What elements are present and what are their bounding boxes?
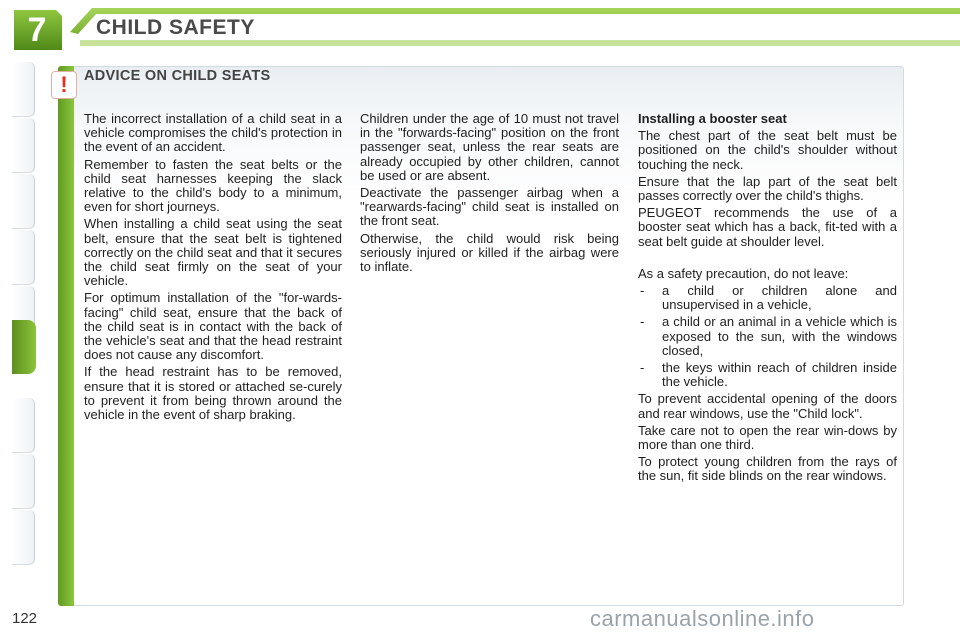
paragraph: The chest part of the seat belt must be positioned on the child's shoulder without touching the neck.	[638, 128, 897, 172]
chapter-tab-4[interactable]	[12, 230, 35, 285]
chapter-tab-2[interactable]	[12, 118, 35, 173]
section-title: ADVICE ON CHILD SEATS	[84, 68, 271, 84]
paragraph: Otherwise, the child would risk being seriously injured or killed if the airbag were to inflate.	[360, 230, 619, 275]
warning-icon: !	[51, 71, 77, 99]
chapter-tabs	[12, 62, 38, 572]
header-bar	[0, 0, 960, 50]
chapter-tab-10[interactable]	[12, 510, 35, 565]
page-number: 122	[12, 610, 38, 627]
column-2	[360, 112, 619, 277]
paragraph: To prevent accidental opening of the doors and rear windows, use the "Child lock".	[638, 391, 897, 421]
paragraph: Take care not to open the rear win-dows by more than one third.	[638, 422, 897, 453]
paragraph: PEUGEOT recommends the use of a booster seat which has a back, fit-ted with a seat belt guide at shoulder level.	[638, 205, 897, 249]
paragraph: If the head restraint has to be removed, ensure that it is stored or attached se-curely to prevent it from being thrown around the vehicle in the event of sharp braking.	[84, 364, 342, 423]
panel-accent-stripe	[58, 66, 74, 606]
paragraph: Deactivate the passenger airbag when a "rearwards-facing" child seat is installed on the front seat.	[360, 185, 619, 229]
chapter-title: CHILD SAFETY	[96, 16, 255, 39]
paragraph: The incorrect installation of a child seat in a vehicle compromises the child's protection in the event of an accident.	[84, 111, 342, 155]
paragraph: Children under the age of 10 must not travel in the "forwards-facing" position on the front passenger seat, unless the rear seats are already occupied by other children, cannot be used or are absent.	[360, 111, 619, 183]
chapter-tab-8[interactable]	[12, 398, 35, 453]
paragraph: Remember to fasten the seat belts or the child seat harnesses keeping the slack relative to the child's body to a minimum, even for short journeys.	[84, 156, 342, 215]
paragraph: Ensure that the lap part of the seat belt passes correctly over the child's thighs.	[638, 173, 897, 204]
chapter-tab-9[interactable]	[12, 454, 35, 509]
paragraph: When installing a child seat using the seat belt, ensure that the seat belt is tightened correctly on the child seat and that it secures the child seat firmly on the seat of your vehicle.	[84, 216, 342, 289]
chapter-tab-active[interactable]	[12, 320, 36, 374]
chapter-tab-1[interactable]	[12, 62, 35, 117]
precaution-intro: As a safety precaution, do not leave:	[638, 265, 849, 281]
paragraph: For optimum installation of the "for-wards-facing" child seat, ensure that the back of the child seat is in contact with the back of the vehicle's seat and that the head restraint does not cause any discomfort.	[84, 290, 342, 363]
list-item: - the keys within reach of children inside the vehicle.	[640, 360, 897, 390]
column-3	[638, 112, 897, 487]
watermark: carmanualsonline.info	[590, 606, 815, 631]
chapter-tab-3[interactable]	[12, 174, 35, 229]
chapter-number: 7	[27, 11, 47, 49]
paragraph: To protect young children from the rays of the sun, fit side blinds on the rear windows.	[638, 454, 897, 484]
column-1	[84, 112, 342, 425]
list-item: - a child or an animal in a vehicle which is exposed to the sun, with the windows closed,	[640, 314, 897, 358]
subheading: Installing a booster seat	[638, 111, 787, 126]
list-item: - a child or children alone and unsupervised in a vehicle,	[640, 283, 897, 313]
